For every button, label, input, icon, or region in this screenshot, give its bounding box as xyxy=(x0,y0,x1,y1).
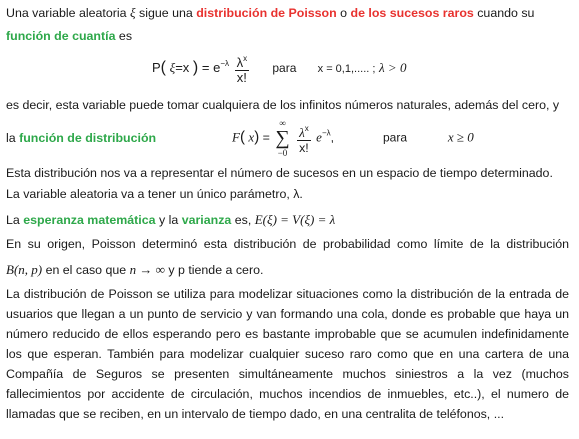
formula-pmf-range: x = 0,1,..... ; xyxy=(317,62,376,75)
paragraph-usage-line-6: fallecimientos por accidente de circulación, muchos incendios de inmuebles, etc..), el numero de xyxy=(6,387,569,401)
paragraph-intro xyxy=(6,4,534,22)
intro-text-pre: Una variable aleatoria xyxy=(6,6,127,20)
formula-pmf-lambda-cond: λ > 0 xyxy=(379,59,407,75)
term-variance: varianza xyxy=(181,213,232,227)
expectation-text-post: es, xyxy=(234,213,252,227)
paragraph-origin: En su origen, Poisson determinó esta distribución de probabilidad como límite de la distribución xyxy=(6,237,569,251)
intro-text-o: o xyxy=(340,6,348,20)
formula-cdf-num: λ xyxy=(299,124,305,140)
formula-cdf-e-exp: −λ xyxy=(321,128,331,138)
formula-cdf-sum-top: ∞ xyxy=(279,118,286,128)
expectation-text-pre: La xyxy=(6,213,20,227)
paragraph-usage-line-5: Compañía de Seguros se presenten simultáneamente muchos siniestros a la vez (muchos xyxy=(6,367,569,381)
paragraph-distribution-function xyxy=(6,130,156,147)
formula-pmf-xi: ξ xyxy=(169,59,176,75)
formula-cdf-x: x xyxy=(248,129,255,145)
paragraph-representation: Esta distribución nos va a representar el número de sucesos en un espacio de tiempo determinado. xyxy=(6,166,553,180)
formula-cdf-sum-bot: −0 xyxy=(277,148,288,158)
term-expectation: esperanza matemática xyxy=(23,213,156,227)
formula-pmf-rparen: ) xyxy=(192,58,199,76)
formula-pmf-fraction xyxy=(235,52,250,85)
term-quantity-function: función de cuantía xyxy=(6,29,116,43)
paragraph-usage-line-7: llamadas que se reciben, en un intervalo de tiempo dado, en una centralita de teléfonos, ... xyxy=(6,407,505,421)
formula-pmf-exp: −λ xyxy=(220,58,229,68)
formula-pmf-lparen: ( xyxy=(160,58,166,76)
paragraph-usage-line-3: número reducido de ellos esperando pero es bastante improbable que se acumulen indefinidamente xyxy=(6,327,569,341)
formula-cdf-cond: x ≥ 0 xyxy=(447,129,474,145)
formula-pmf-e: = e xyxy=(201,59,221,75)
formula-pmf-den: x! xyxy=(236,70,247,85)
paragraph-natural-numbers: es decir, esta variable puede tomar cualquiera de los infinitos números naturales, además del cero, y xyxy=(6,98,560,112)
formula-pmf-num: λ xyxy=(236,55,244,70)
formula-cdf-comma: , xyxy=(330,130,335,145)
formula-cdf-F: F xyxy=(232,129,240,145)
term-rare-events: de los sucesos raros xyxy=(350,6,474,20)
formula-pmf xyxy=(152,52,406,85)
xi-symbol: ξ xyxy=(130,5,136,20)
formula-cdf-sum-sym: ∑ xyxy=(275,127,290,149)
paragraph-binomial-limit xyxy=(6,261,263,279)
intro-text-mid: sigue una xyxy=(139,6,193,20)
formula-cdf-sum xyxy=(275,118,289,158)
paragraph-quantity xyxy=(6,28,132,45)
formula-cdf-fraction xyxy=(297,122,311,155)
distfn-text-pre: la xyxy=(6,131,16,145)
paragraph-usage-line-1: La distribución de Poisson se utiliza para modelizar situaciones como la distribución de la entrada de xyxy=(6,287,569,301)
term-poisson-distribution: distribución de Poisson xyxy=(196,6,337,20)
paragraph-usage-line-2: usuarios que llegan a un punto de servicio y van formando una cola, donde es probable que haya un xyxy=(6,307,569,321)
paragraph-expectation xyxy=(6,211,335,229)
formula-binomial: B(n, p) xyxy=(6,262,43,277)
quantity-text-post: es xyxy=(118,29,133,43)
intro-text-post: cuando su xyxy=(477,6,535,20)
formula-expectation-variance: E(ξ) = V(ξ) = λ xyxy=(254,212,336,227)
formula-pmf-para: para xyxy=(272,60,297,75)
paragraph-single-parameter: La variable aleatoria va a tener un único parámetro, λ. xyxy=(6,187,303,201)
formula-cdf-e: e xyxy=(316,129,322,145)
formula-pmf-P: P xyxy=(152,59,161,75)
formula-cdf-num-exp: x xyxy=(304,123,309,133)
binomial-text-post: y p tiende a cero. xyxy=(168,263,264,277)
formula-cdf-den: x! xyxy=(299,140,309,155)
term-distribution-function: función de distribución xyxy=(19,131,157,145)
expectation-text-mid: y la xyxy=(158,213,179,227)
formula-cdf-para: para xyxy=(382,130,407,145)
formula-pmf-eq: =x xyxy=(175,59,190,75)
paragraph-usage-line-4: los que esperan. También para modelizar cualquier suceso raro como que en una cartera de una xyxy=(6,347,569,361)
formula-pmf-num-exp: x xyxy=(243,54,248,63)
binomial-text-mid: en el caso que xyxy=(45,263,127,277)
formula-n-infinity: n → ∞ xyxy=(129,262,165,277)
formula-cdf: F( x) = ∞ ∑ −0 $\frac{\lambda^x}{x!}$ $e^{-\lambda}$, para x ≥ 0 xyxy=(232,118,474,158)
formula-cdf-eq: = xyxy=(262,130,270,145)
